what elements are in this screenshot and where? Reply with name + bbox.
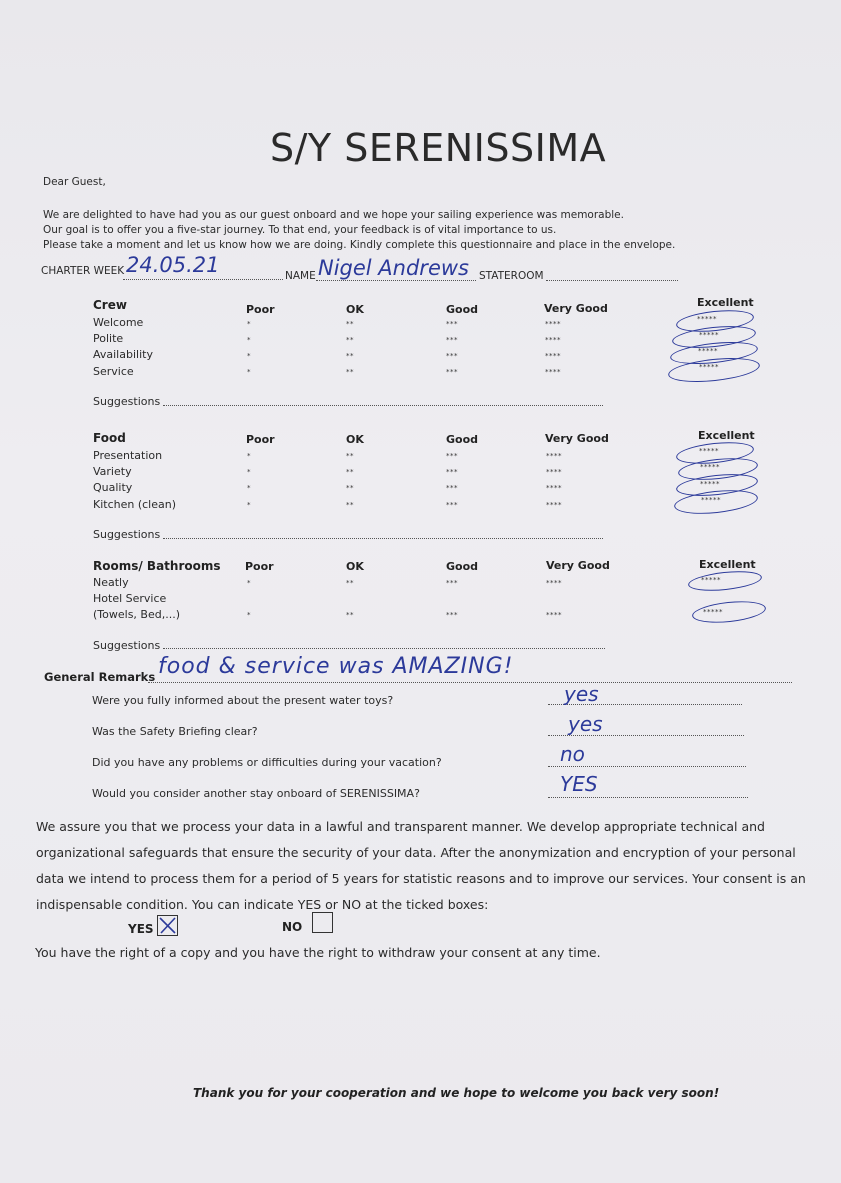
food-presentation-very-good[interactable]: ****	[546, 452, 562, 460]
crew-service-ok[interactable]: **	[346, 368, 354, 376]
crew-welcome-poor[interactable]: *	[247, 320, 251, 328]
food-presentation-ok[interactable]: **	[346, 452, 354, 460]
food-presentation-excellent[interactable]: *****	[699, 447, 719, 455]
food-kitchen-very-good[interactable]: ****	[546, 501, 562, 509]
crew-availability-ok[interactable]: **	[346, 352, 354, 360]
food-col-ok: OK	[346, 433, 364, 446]
crew-welcome-good[interactable]: ***	[446, 320, 458, 328]
intro-line-1: We are delighted to have had you as our guest onboard and we hope your sailing experience was memorable.	[43, 209, 624, 221]
consent-rights-text: You have the right of a copy and you have the right to withdraw your consent at any time.	[35, 945, 601, 960]
crew-col-good: Good	[446, 303, 479, 316]
answer-another-stay-line	[548, 797, 748, 798]
rooms-col-excellent: Excellent	[699, 558, 756, 571]
consent-no-label: NO	[282, 920, 303, 934]
rooms-neatly-ok[interactable]: **	[346, 579, 354, 587]
food-variety-excellent[interactable]: *****	[700, 463, 720, 471]
crew-polite-good[interactable]: ***	[446, 336, 458, 344]
food-kitchen-poor[interactable]: *	[247, 501, 251, 509]
name-line	[316, 280, 476, 281]
consent-yes-label: YES	[128, 922, 154, 936]
answer-safety-briefing[interactable]: yes	[568, 712, 603, 736]
stateroom-label: STATEROOM	[479, 270, 544, 282]
rooms-neatly-excellent[interactable]: *****	[701, 576, 721, 584]
rooms-col-ok: OK	[346, 560, 364, 573]
rooms-neatly-excellent-circle	[687, 568, 762, 594]
consent-yes-checkbox[interactable]	[157, 915, 178, 936]
rooms-neatly-good[interactable]: ***	[446, 579, 458, 587]
food-presentation-poor[interactable]: *	[247, 452, 251, 460]
food-col-poor: Poor	[246, 433, 275, 446]
food-kitchen-ok[interactable]: **	[346, 501, 354, 509]
crew-row-polite: Polite	[93, 332, 124, 345]
checkbox-cross-icon	[158, 916, 177, 935]
food-kitchen-good[interactable]: ***	[446, 501, 458, 509]
crew-row-availability: Availability	[93, 348, 153, 361]
answer-problems[interactable]: no	[560, 742, 585, 766]
consent-no-checkbox[interactable]	[312, 912, 333, 933]
rooms-col-very-good: Very Good	[546, 559, 610, 572]
rooms-suggestions-label: Suggestions	[93, 639, 161, 652]
food-suggestions-label: Suggestions	[93, 528, 161, 541]
rooms-row-neatly: Neatly	[93, 576, 129, 589]
crew-col-very-good: Very Good	[544, 302, 608, 315]
rooms-suggestions-line[interactable]	[163, 648, 605, 649]
food-row-presentation: Presentation	[93, 449, 163, 462]
crew-polite-very-good[interactable]: ****	[545, 336, 561, 344]
name-label: NAME	[285, 270, 316, 282]
crew-row-service: Service	[93, 365, 134, 378]
intro-line-3: Please take a moment and let us know how we are doing. Kindly complete this questionnaire and place in the envelope.	[43, 239, 676, 251]
answer-water-toys[interactable]: yes	[564, 682, 599, 706]
rooms-hotel-service-excellent[interactable]: *****	[703, 608, 723, 616]
crew-availability-good[interactable]: ***	[446, 352, 458, 360]
crew-welcome-ok[interactable]: **	[346, 320, 354, 328]
crew-suggestions-line[interactable]	[163, 405, 603, 406]
question-water-toys: Were you fully informed about the present water toys?	[92, 694, 394, 707]
rooms-col-good: Good	[446, 560, 479, 573]
rooms-hotel-service-excellent-circle	[691, 598, 767, 626]
food-quality-ok[interactable]: **	[346, 484, 354, 492]
food-quality-excellent[interactable]: *****	[700, 480, 720, 488]
answer-another-stay[interactable]: YES	[560, 772, 598, 796]
food-variety-poor[interactable]: *	[247, 468, 251, 476]
crew-service-excellent[interactable]: *****	[699, 363, 719, 371]
crew-suggestions-label: Suggestions	[93, 395, 161, 408]
rooms-hotel-service-poor[interactable]: *	[247, 611, 251, 619]
crew-heading: Crew	[93, 298, 127, 312]
footer-thanks: Thank you for your cooperation and we hope to welcome you back very soon!	[193, 1086, 720, 1100]
crew-service-good[interactable]: ***	[446, 368, 458, 376]
food-variety-very-good[interactable]: ****	[546, 468, 562, 476]
food-presentation-good[interactable]: ***	[446, 452, 458, 460]
stateroom-line[interactable]	[546, 280, 678, 281]
question-another-stay: Would you consider another stay onboard of SERENISSIMA?	[92, 787, 420, 800]
rooms-neatly-very-good[interactable]: ****	[546, 579, 562, 587]
crew-col-excellent: Excellent	[697, 296, 754, 309]
general-remarks-value[interactable]: food & service was AMAZING!	[158, 654, 514, 679]
crew-polite-poor[interactable]: *	[247, 336, 251, 344]
page-title: S/Y SERENISSIMA	[270, 126, 607, 170]
food-quality-good[interactable]: ***	[446, 484, 458, 492]
rooms-hotel-service-ok[interactable]: **	[346, 611, 354, 619]
crew-availability-poor[interactable]: *	[247, 352, 251, 360]
answer-problems-line	[548, 766, 746, 767]
food-suggestions-line[interactable]	[163, 538, 603, 539]
food-heading: Food	[93, 431, 126, 445]
crew-availability-very-good[interactable]: ****	[545, 352, 561, 360]
intro-line-2: Our goal is to offer you a five-star journey. To that end, your feedback is of vital importance to us.	[43, 224, 557, 236]
crew-service-very-good[interactable]: ****	[545, 368, 561, 376]
rooms-neatly-poor[interactable]: *	[247, 579, 251, 587]
crew-col-ok: OK	[346, 303, 364, 316]
rooms-hotel-service-good[interactable]: ***	[446, 611, 458, 619]
crew-polite-ok[interactable]: **	[346, 336, 354, 344]
general-remarks-line	[148, 682, 792, 683]
rooms-row-towels-bed: (Towels, Bed,...)	[93, 608, 180, 621]
food-col-good: Good	[446, 433, 479, 446]
rooms-col-poor: Poor	[245, 560, 274, 573]
crew-welcome-very-good[interactable]: ****	[545, 320, 561, 328]
food-kitchen-excellent[interactable]: *****	[701, 496, 721, 504]
rooms-hotel-service-very-good[interactable]: ****	[546, 611, 562, 619]
rooms-row-hotel-service: Hotel Service	[93, 592, 167, 605]
greeting: Dear Guest,	[43, 176, 106, 188]
charter-week-label: CHARTER WEEK	[41, 265, 125, 277]
rooms-heading: Rooms/ Bathrooms	[93, 559, 221, 573]
question-safety-briefing: Was the Safety Briefing clear?	[92, 725, 258, 738]
question-problems: Did you have any problems or difficulties during your vacation?	[92, 756, 442, 769]
food-row-kitchen: Kitchen (clean)	[93, 498, 177, 511]
food-variety-ok[interactable]: **	[346, 468, 354, 476]
general-remarks-label: General Remarks	[44, 670, 156, 684]
crew-col-poor: Poor	[246, 303, 275, 316]
food-col-very-good: Very Good	[545, 432, 609, 445]
food-variety-good[interactable]: ***	[446, 468, 458, 476]
food-col-excellent: Excellent	[698, 429, 755, 442]
charter-week-value[interactable]: 24.05.21	[126, 253, 220, 277]
crew-service-poor[interactable]: *	[247, 368, 251, 376]
data-consent-text: We assure you that we process your data in a lawful and transparent manner. We develop appropriate technical and organizational safeguards that ensure the security of your data. After the anonymization and encryption of your personal data we intend to process them for a period of 5 years for statistic reasons and to improve our services. Your consent is an indispensable condition. You can indicate YES or NO at the ticked boxes:	[36, 819, 806, 912]
charter-week-line	[123, 279, 283, 280]
food-quality-very-good[interactable]: ****	[546, 484, 562, 492]
crew-welcome-excellent[interactable]: *****	[697, 315, 717, 323]
food-row-variety: Variety	[93, 465, 132, 478]
crew-polite-excellent[interactable]: *****	[699, 331, 719, 339]
crew-availability-excellent[interactable]: *****	[698, 347, 718, 355]
crew-row-welcome: Welcome	[93, 316, 144, 329]
food-quality-poor[interactable]: *	[247, 484, 251, 492]
food-row-quality: Quality	[93, 481, 133, 494]
name-value[interactable]: Nigel Andrews	[318, 256, 469, 280]
